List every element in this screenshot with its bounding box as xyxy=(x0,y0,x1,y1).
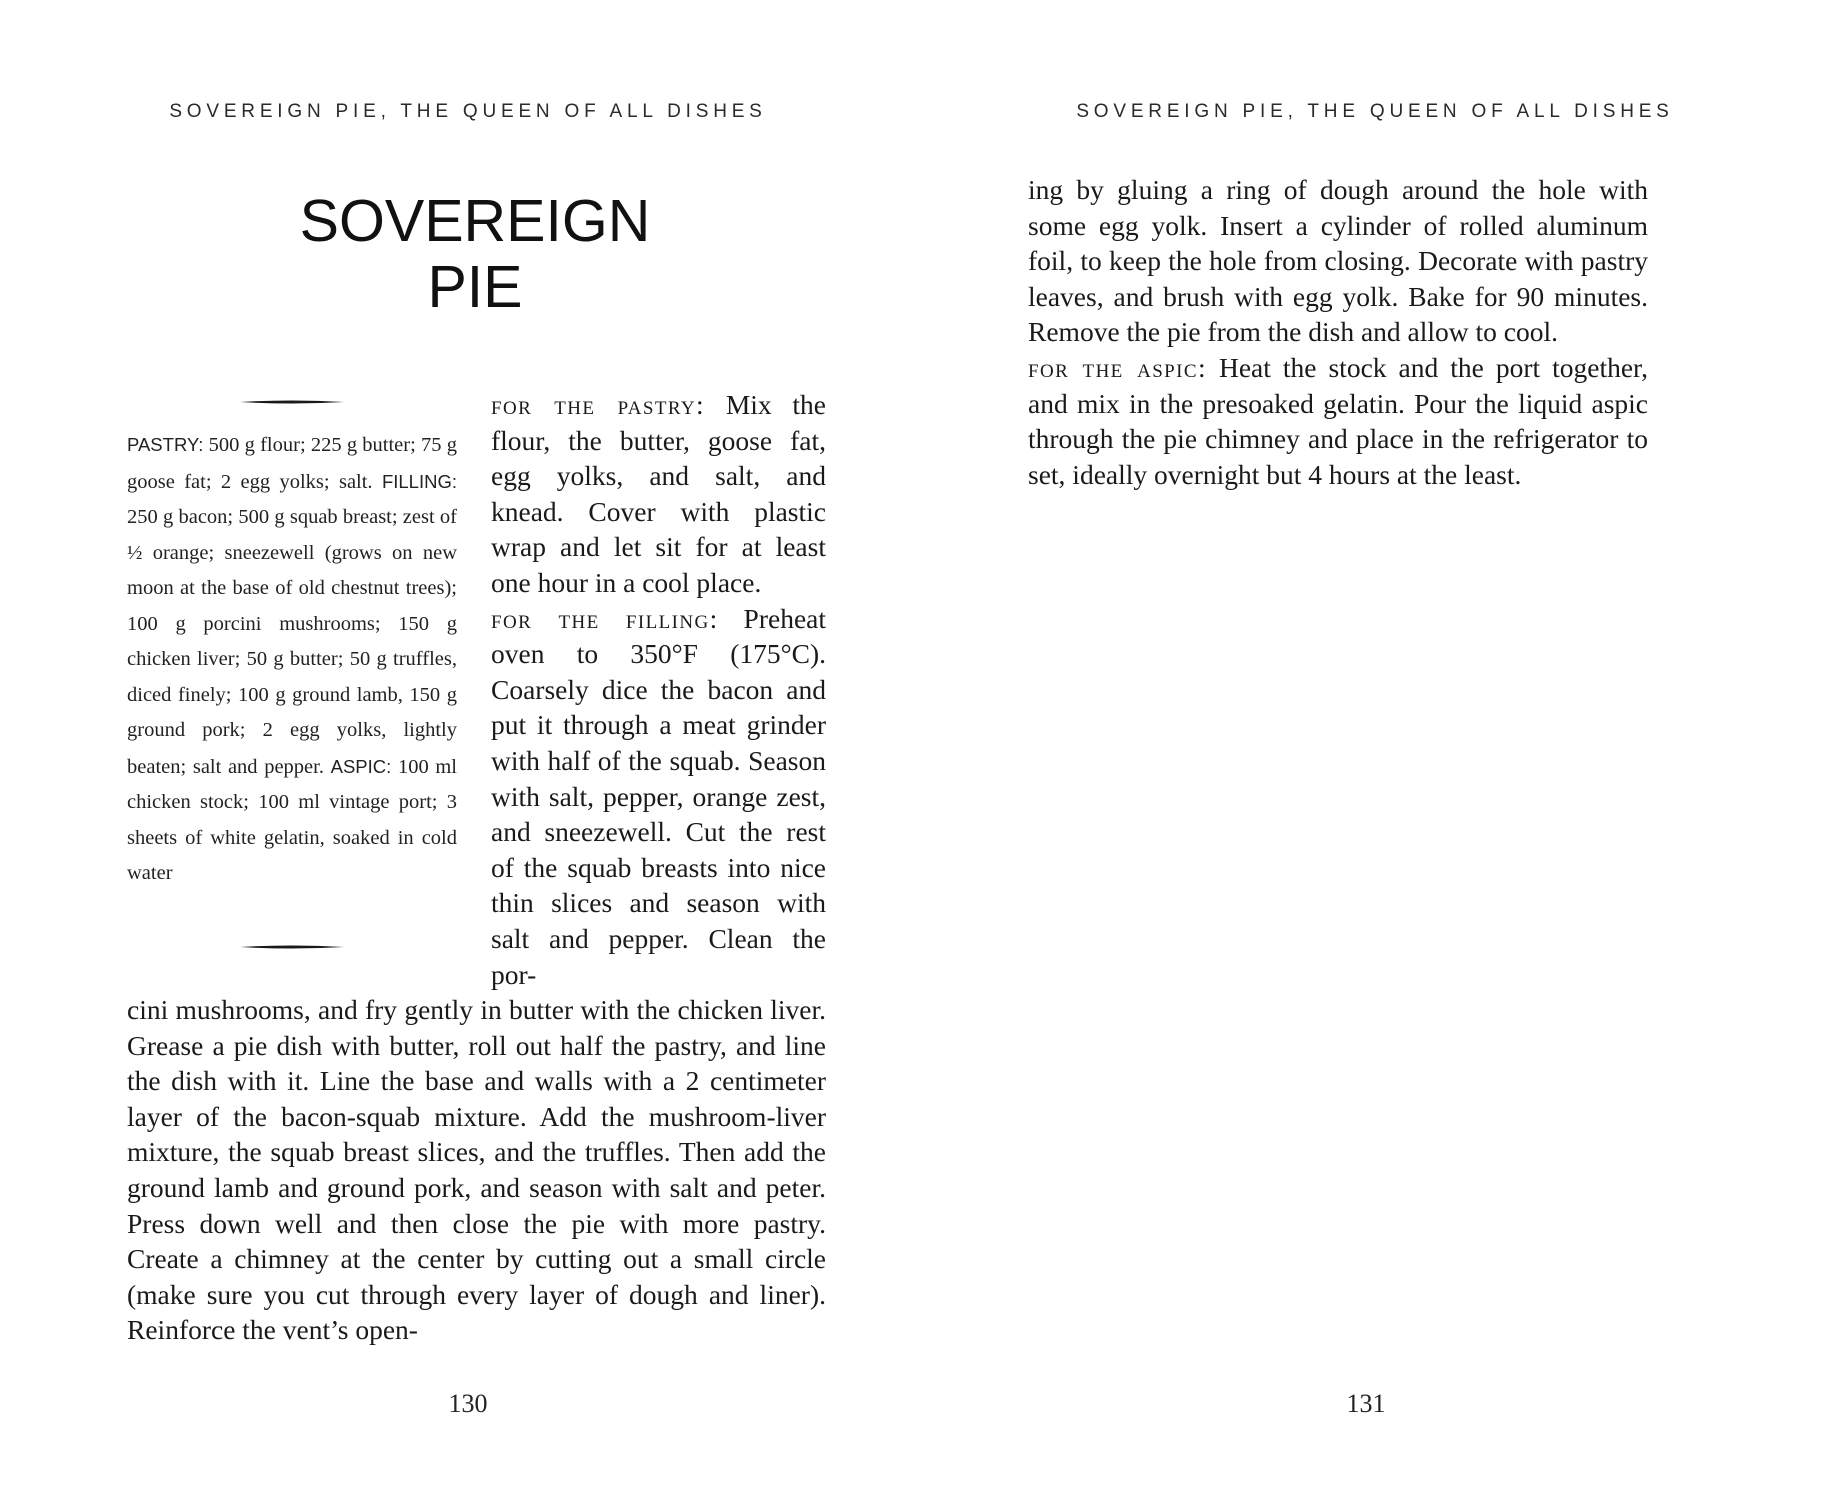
ornamental-rule-top xyxy=(240,399,344,405)
page-number-right: 131 xyxy=(1346,1389,1386,1418)
title-line-1: SOVEREIGN xyxy=(299,188,651,254)
ingredients-pastry-label: PASTRY: xyxy=(127,434,204,455)
aspic-body: Heat the stock and the port together, and mix in the presoaked gelatin. Pour the liquid aspic through the pie chimney and place in the refrigerator to set, ideally overnight but 4 hours at the least. xyxy=(1028,351,1648,490)
page-number-left: 130 xyxy=(448,1389,488,1418)
ornamental-rule-bottom xyxy=(240,944,344,950)
method-continued-column xyxy=(1028,172,1648,492)
aspic-heading: for the aspic: xyxy=(1028,351,1207,383)
ingredients-filling-text: 250 g bacon; 500 g squab breast; zest of ½ orange; sneezewell (grows on new moon at the base of old chestnut trees); 100 g porcini mushrooms; 150 g chicken liver; 50 g butter; 50 g truffles, diced finely; 100 g ground lamb, 150 g ground pork; 2 egg yolks, lightly beaten; salt and pepper. xyxy=(127,506,457,778)
running-head-right: SOVEREIGN PIE, THE QUEEN OF ALL DISHES xyxy=(1076,101,1674,122)
method-narrow-column xyxy=(491,387,826,992)
title-line-2: PIE xyxy=(427,254,523,320)
continued-body: ing by gluing a ring of dough around the hole with some egg yolk. Insert a cylinder of rolled aluminum foil, to keep the hole from closing. Decorate with pastry leaves, and brush with egg yolk. Bake for 90 minutes. Remove the pie from the dish and allow to cool. xyxy=(1028,174,1648,348)
pastry-heading: for the pastry: xyxy=(491,389,706,420)
ingredients-list xyxy=(127,427,457,892)
right-page xyxy=(917,0,1833,1500)
ingredients-pastry-text: 500 g flour; 225 g butter; 75 g goose fat; 2 egg yolks; salt. xyxy=(127,434,457,493)
filling-heading: for the filling: xyxy=(491,602,719,634)
ingredients-aspic-label: ASPIC: xyxy=(330,755,392,777)
filling-body-narrow: Preheat oven to 350°F (175°C). Coarsely dice the bacon and put it through a meat grinder with half of the squab. Season with salt, pepper, orange zest, and sneezewell. Cut the rest of the squab breasts into nice thin slices and season with salt and pepper. Clean the por- xyxy=(491,602,826,990)
filling-body-wide: cini mushrooms, and fry gently in butter with the chicken liver. Grease a pie dish with butter, roll out half the pastry, and line the dish with it. Line the base and walls with a 2 centimeter layer of the bacon-squab mixture. Add the mushroom-liver mixture, the squab breast slices, and the truffles. Then add the ground lamb and ground pork, and season with salt and peter. Press down well and then close the pie with more pastry. Create a chimney at the center by cutting out a small circle (make sure you cut through every layer of dough and liner). Reinforce the vent’s open- xyxy=(127,994,826,1346)
method-wide-column xyxy=(127,992,826,1348)
running-head-left: SOVEREIGN PIE, THE QUEEN OF ALL DISHES xyxy=(169,101,767,122)
ingredients-aspic-text: 100 ml chicken stock; 100 ml vintage port; 3 sheets of white gelatin, soaked in cold water xyxy=(127,755,457,884)
pastry-body: Mix the flour, the butter, goose fat, egg yolks, and salt, and knead. Cover with plastic wrap and let sit for at least one hour in a cool place. xyxy=(491,389,826,598)
ingredients-filling-label: FILLING: xyxy=(381,470,457,492)
left-page xyxy=(0,0,916,1500)
recipe-title xyxy=(245,188,705,320)
